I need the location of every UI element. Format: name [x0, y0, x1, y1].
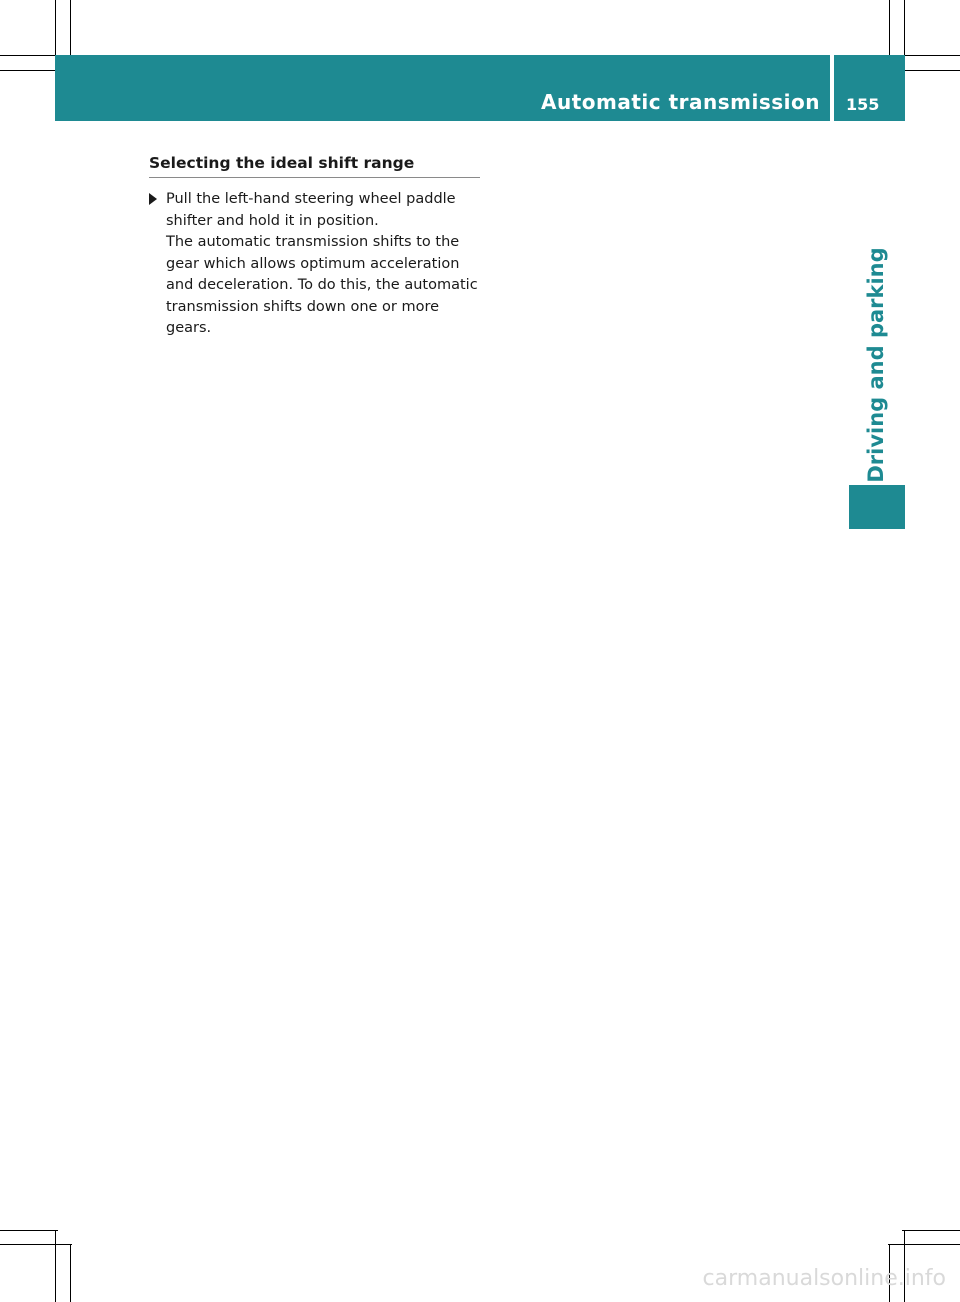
instruction-step — [149, 189, 483, 340]
crop-mark — [0, 55, 58, 56]
crop-mark — [902, 1230, 960, 1231]
section-heading: Selecting the ideal shift range — [149, 154, 480, 178]
action-arrow-icon — [149, 193, 157, 205]
instruction-result: The automatic transmission shifts to the gear which allows optimum acceleration and deceleration. To do this, the automatic transmission shifts down one or more gears. — [166, 234, 478, 336]
instruction-text — [166, 189, 483, 340]
crop-mark — [888, 1244, 960, 1245]
crop-mark — [70, 1244, 71, 1302]
crop-mark — [55, 1230, 56, 1302]
crop-mark — [889, 0, 890, 58]
page-number: 155 — [846, 95, 880, 114]
crop-mark — [902, 70, 960, 71]
crop-mark — [0, 70, 58, 71]
crop-mark — [55, 0, 56, 58]
crop-mark — [70, 0, 71, 58]
crop-mark — [904, 0, 905, 58]
header-divider — [830, 55, 834, 121]
page-title: Automatic transmission — [541, 90, 820, 114]
crop-mark — [902, 55, 960, 56]
watermark: carmanualsonline.info — [702, 1266, 946, 1291]
crop-mark — [0, 1230, 58, 1231]
crop-mark — [0, 1244, 72, 1245]
chapter-tab-marker — [849, 485, 905, 529]
chapter-label: Driving and parking — [864, 247, 888, 483]
instruction-action: Pull the left-hand steering wheel paddle shifter and hold it in position. — [166, 191, 456, 229]
